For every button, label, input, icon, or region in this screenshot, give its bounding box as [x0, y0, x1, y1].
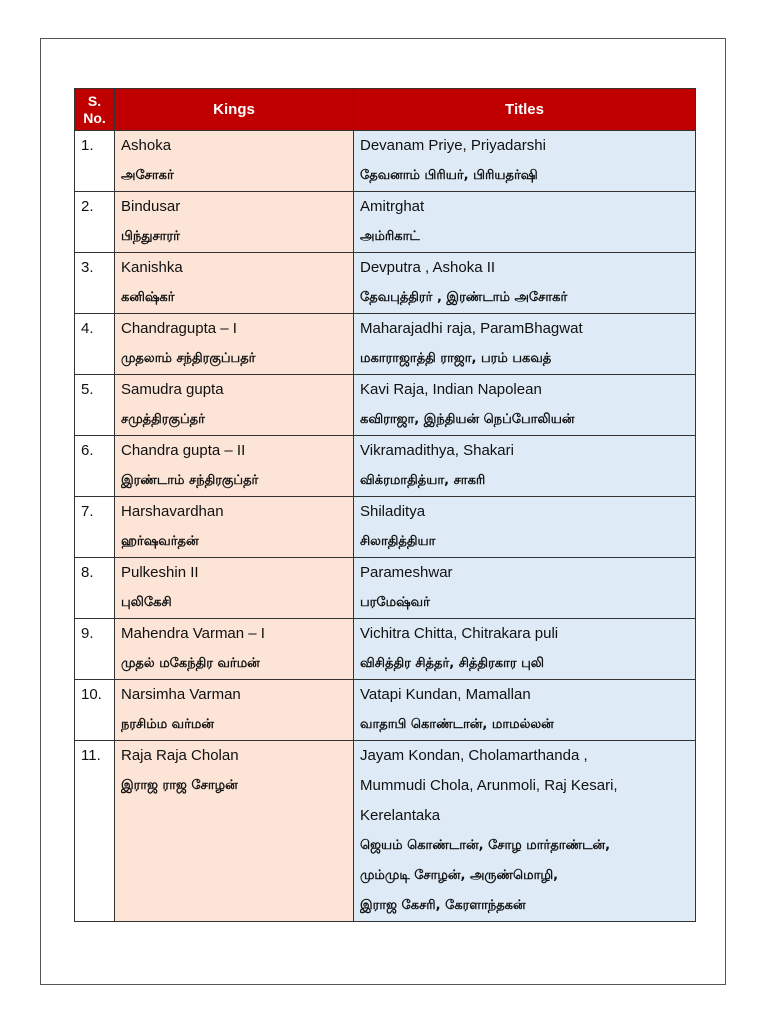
title-cell: [354, 680, 696, 741]
king-name-english: Pulkeshin II: [121, 564, 199, 581]
row-number-text: 1.: [81, 137, 94, 154]
title-tamil: அம்ரிகாட்: [360, 229, 420, 244]
title-english: Devputra , Ashoka II: [360, 259, 496, 276]
row-number-text: 10.: [81, 686, 102, 703]
king-cell: [115, 558, 354, 619]
title-tamil: தேவபுத்திரர் , இரண்டாம் அசோகர்: [360, 290, 568, 305]
row-number: [75, 436, 115, 497]
king-name-tamil: ஹர்ஷவர்தன்: [121, 534, 199, 549]
table-header-row: [75, 89, 696, 131]
table-row: [75, 741, 696, 922]
header-sno-line2: No.: [83, 109, 106, 126]
header-kings: Kings: [115, 89, 354, 131]
title-tamil: பரமேஷ்வர்: [360, 595, 430, 610]
title-cell: [354, 131, 696, 192]
row-number: [75, 680, 115, 741]
kings-titles-table: [74, 88, 696, 922]
king-name-tamil: இராஜ ராஜ சோழன்: [121, 778, 238, 793]
title-tamil: இராஜ கேசரி, கேரளாந்தகன்: [360, 898, 526, 913]
title-cell: [354, 253, 696, 314]
title-english: Devanam Priye, Priyadarshi: [360, 137, 546, 154]
king-name-tamil: சமுத்திரகுப்தர்: [121, 412, 205, 427]
row-number-text: 2.: [81, 198, 94, 215]
king-name-tamil: கனிஷ்கர்: [121, 290, 175, 305]
row-number: [75, 558, 115, 619]
header-sno-line1: S.: [87, 92, 102, 109]
row-number: [75, 314, 115, 375]
king-name-english: Raja Raja Cholan: [121, 747, 239, 764]
title-tamil: மும்முடி சோழன், அருண்மொழி,: [360, 868, 559, 883]
king-name-english: Chandra gupta – II: [121, 442, 246, 459]
row-number: [75, 741, 115, 922]
title-cell: [354, 497, 696, 558]
title-cell: [354, 619, 696, 680]
table-row: [75, 619, 696, 680]
title-cell: [354, 436, 696, 497]
table-row: [75, 253, 696, 314]
table-row: [75, 436, 696, 497]
title-cell: [354, 558, 696, 619]
row-number-text: 9.: [81, 625, 94, 642]
header-sno: [75, 89, 115, 131]
title-cell: [354, 375, 696, 436]
row-number: [75, 497, 115, 558]
king-name-tamil: நரசிம்ம வர்மன்: [121, 717, 214, 732]
title-tamil: கவிராஜா, இந்தியன் நெப்போலியன்: [360, 412, 575, 427]
title-tamil: விசித்திர சித்தர், சித்திரகார புலி: [360, 656, 544, 671]
row-number: [75, 375, 115, 436]
king-cell: [115, 741, 354, 922]
title-english: Kavi Raja, Indian Napolean: [360, 381, 542, 398]
table-body: [75, 131, 696, 922]
row-number-text: 3.: [81, 259, 94, 276]
king-cell: [115, 436, 354, 497]
row-number-text: 11.: [81, 747, 101, 764]
king-name-tamil: பிந்துசாரர்: [121, 229, 180, 244]
king-name-english: Samudra gupta: [121, 381, 224, 398]
king-name-english: Ashoka: [121, 137, 172, 154]
table-row: [75, 558, 696, 619]
king-name-tamil: இரண்டாம் சந்திரகுப்தர்: [121, 473, 259, 488]
table-row: [75, 314, 696, 375]
row-number: [75, 619, 115, 680]
king-name-tamil: புலிகேசி: [121, 595, 172, 610]
row-number: [75, 253, 115, 314]
king-cell: [115, 192, 354, 253]
row-number-text: 5.: [81, 381, 94, 398]
row-number: [75, 131, 115, 192]
table-row: [75, 497, 696, 558]
king-name-tamil: அசோகர்: [121, 168, 174, 183]
title-english: Vichitra Chitta, Chitrakara puli: [360, 625, 559, 642]
table-row: [75, 192, 696, 253]
title-tamil: வாதாபி கொண்டான், மாமல்லன்: [360, 717, 554, 732]
row-number: [75, 192, 115, 253]
king-cell: [115, 375, 354, 436]
king-name-tamil: முதலாம் சந்திரகுப்பதர்: [121, 351, 256, 366]
title-english: Jayam Kondan, Cholamarthanda ,: [360, 747, 588, 764]
title-english: Mummudi Chola, Arunmoli, Raj Kesari,: [360, 777, 618, 794]
table-row: [75, 131, 696, 192]
king-cell: [115, 131, 354, 192]
title-cell: [354, 192, 696, 253]
king-cell: [115, 497, 354, 558]
king-cell: [115, 619, 354, 680]
row-number-text: 8.: [81, 564, 94, 581]
title-english: Shiladitya: [360, 503, 426, 520]
title-cell: [354, 741, 696, 922]
title-english: Vikramadithya, Shakari: [360, 442, 514, 459]
title-cell: [354, 314, 696, 375]
title-english: Kerelantaka: [360, 807, 441, 824]
title-tamil: ஜெயம் கொண்டான், சோழ மார்தாண்டன்,: [360, 838, 611, 853]
header-titles: Titles: [354, 89, 696, 131]
king-name-english: Chandragupta – I: [121, 320, 237, 337]
king-name-english: Harshavardhan: [121, 503, 224, 520]
title-english: Parameshwar: [360, 564, 453, 581]
title-tamil: விக்ரமாதித்யா, சாகரி: [360, 473, 486, 488]
title-english: Vatapi Kundan, Mamallan: [360, 686, 531, 703]
title-tamil: தேவனாம் பிரியர், பிரியதர்ஷி: [360, 168, 538, 183]
table-row: [75, 680, 696, 741]
table-row: [75, 375, 696, 436]
title-english: Amitrghat: [360, 198, 425, 215]
title-english: Maharajadhi raja, ParamBhagwat: [360, 320, 583, 337]
row-number-text: 6.: [81, 442, 94, 459]
king-name-english: Narsimha Varman: [121, 686, 241, 703]
row-number-text: 4.: [81, 320, 94, 337]
row-number-text: 7.: [81, 503, 94, 520]
king-cell: [115, 253, 354, 314]
title-tamil: மகாராஜாத்தி ராஜா, பரம் பகவத்: [360, 351, 552, 366]
king-name-english: Kanishka: [121, 259, 183, 276]
title-tamil: சிலாதித்தியா: [360, 534, 436, 549]
king-cell: [115, 314, 354, 375]
king-name-english: Bindusar: [121, 198, 181, 215]
king-cell: [115, 680, 354, 741]
king-name-tamil: முதல் மகேந்திர வர்மன்: [121, 656, 260, 671]
king-name-english: Mahendra Varman – I: [121, 625, 265, 642]
